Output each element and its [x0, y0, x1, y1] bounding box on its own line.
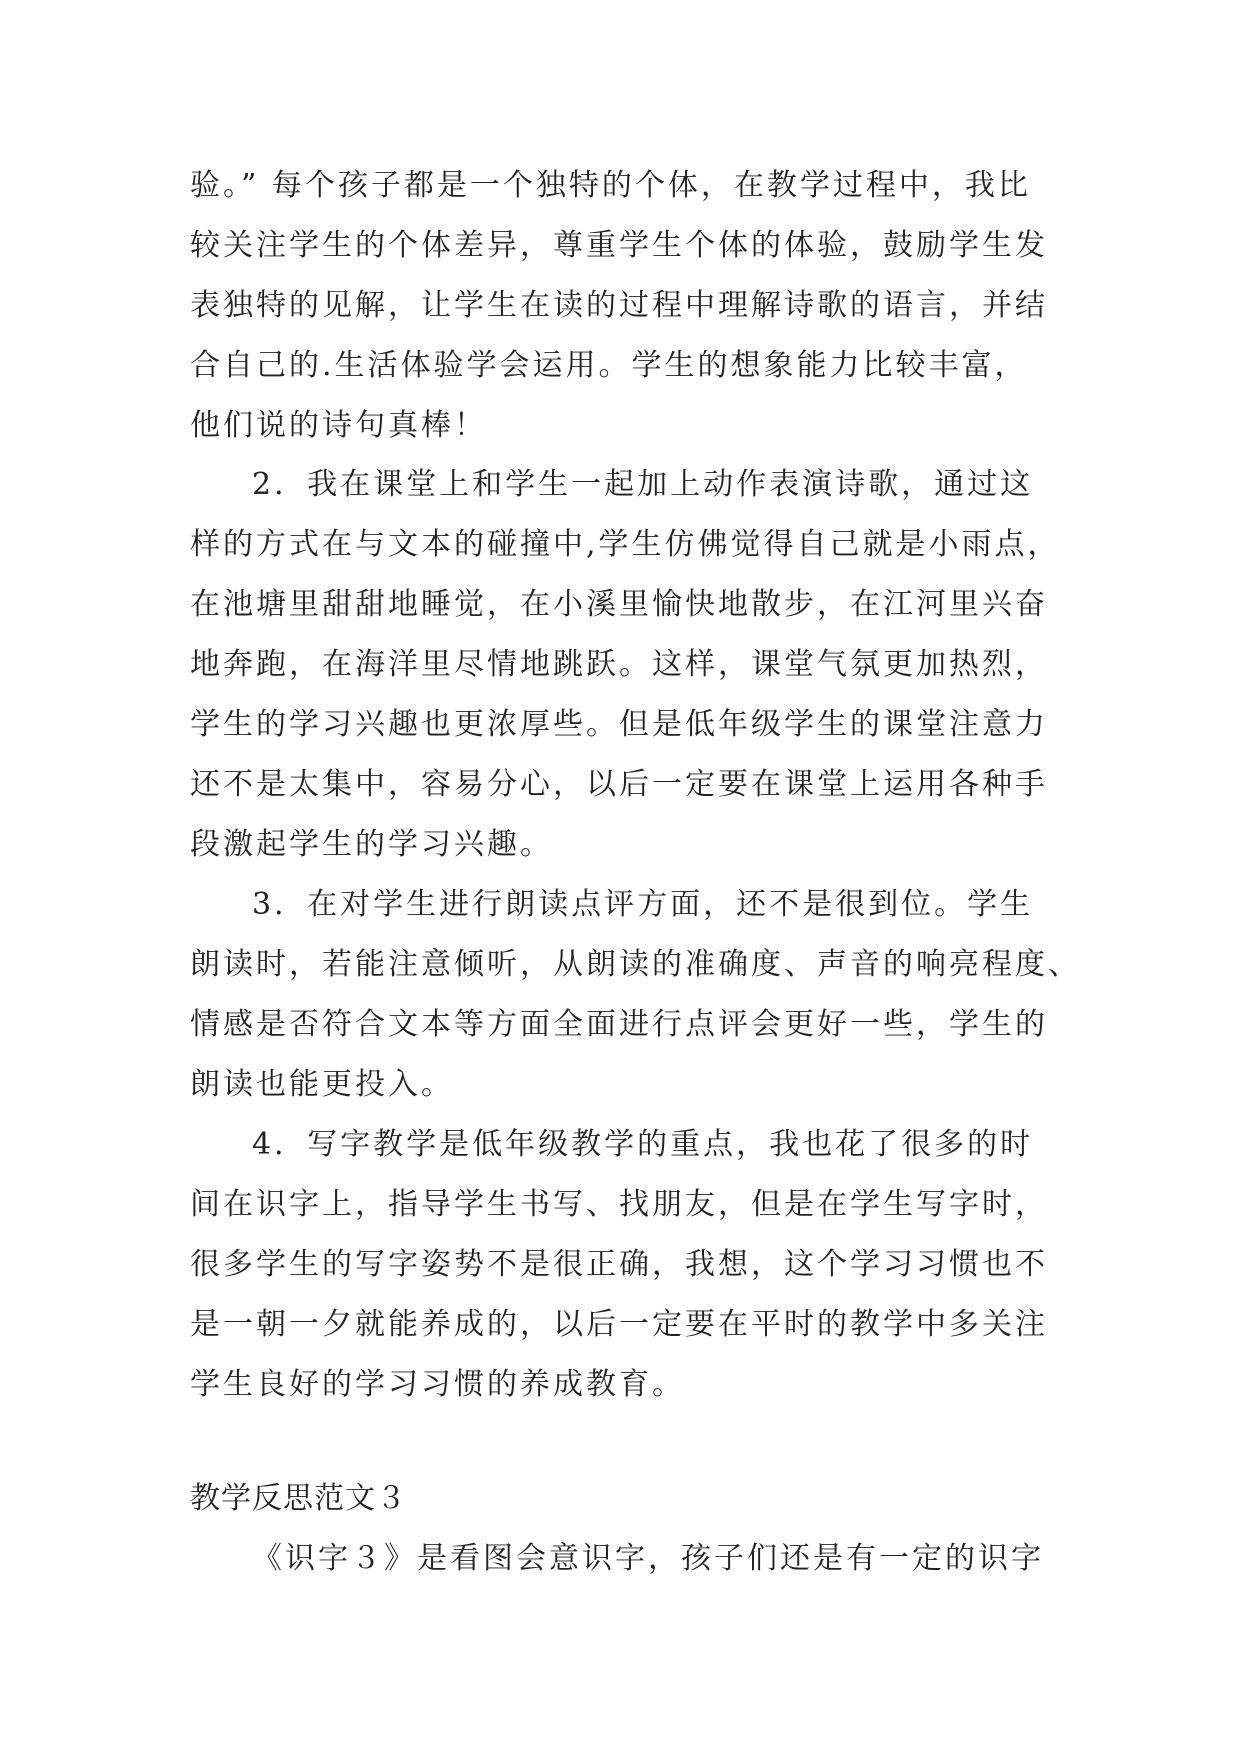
text-line: 合自己的.生活体验学会运用。学生的想象能力比较丰富，	[190, 348, 1028, 383]
text-line: 地奔跑，在海洋里尽情地跳跃。这样，课堂气氛更加热烈，	[190, 647, 1048, 682]
text-line: 学生良好的学习习惯的养成教育。	[190, 1367, 685, 1402]
text-line: 很多学生的写字姿势不是很正确，我想，这个学习习惯也不	[190, 1247, 1048, 1282]
text-line: 朗读时，若能注意倾听，从朗读的准确度、声音的响亮程度、	[190, 947, 1081, 982]
text-line: 在池塘里甜甜地睡觉，在小溪里愉快地散步，在江河里兴奋	[190, 587, 1048, 622]
paragraph-3-start: 3．在对学生进行朗读点评方面，还不是很到位。学生	[252, 887, 1034, 922]
text-line: 段激起学生的学习兴趣。	[190, 827, 553, 862]
text-line: 学生的学习兴趣也更浓厚些。但是低年级学生的课堂注意力	[190, 707, 1048, 742]
section-heading: 教学反思范文３	[190, 1481, 407, 1516]
paragraph-start: 《识字３》是看图会意识字，孩子们还是有一定的识字	[252, 1541, 1044, 1576]
text-line: 验。” 每个孩子都是一个独特的个体，在教学过程中，我比	[190, 168, 1031, 203]
text-line: 样的方式在与文本的碰撞中,学生仿佛觉得自己就是小雨点，	[190, 527, 1061, 562]
paragraph-2-start: 2．我在课堂上和学生一起加上动作表演诗歌，通过这	[252, 467, 1034, 502]
text-line: 较关注学生的个体差异，尊重学生个体的体验，鼓励学生发	[190, 228, 1048, 263]
text-line: 间在识字上，指导学生书写、找朋友，但是在学生写字时，	[190, 1187, 1048, 1222]
text-line: 还不是太集中，容易分心，以后一定要在课堂上运用各种手	[190, 767, 1048, 802]
paragraph-4-start: 4．写字教学是低年级教学的重点，我也花了很多的时	[252, 1127, 1034, 1162]
text-line: 他们说的诗句真棒！	[190, 408, 487, 443]
text-line: 情感是否符合文本等方面全面进行点评会更好一些，学生的	[190, 1007, 1048, 1042]
text-line: 表独特的见解，让学生在读的过程中理解诗歌的语言，并结	[190, 288, 1048, 323]
text-line: 朗读也能更投入。	[190, 1067, 454, 1102]
text-line: 是一朝一夕就能养成的，以后一定要在平时的教学中多关注	[190, 1307, 1048, 1342]
